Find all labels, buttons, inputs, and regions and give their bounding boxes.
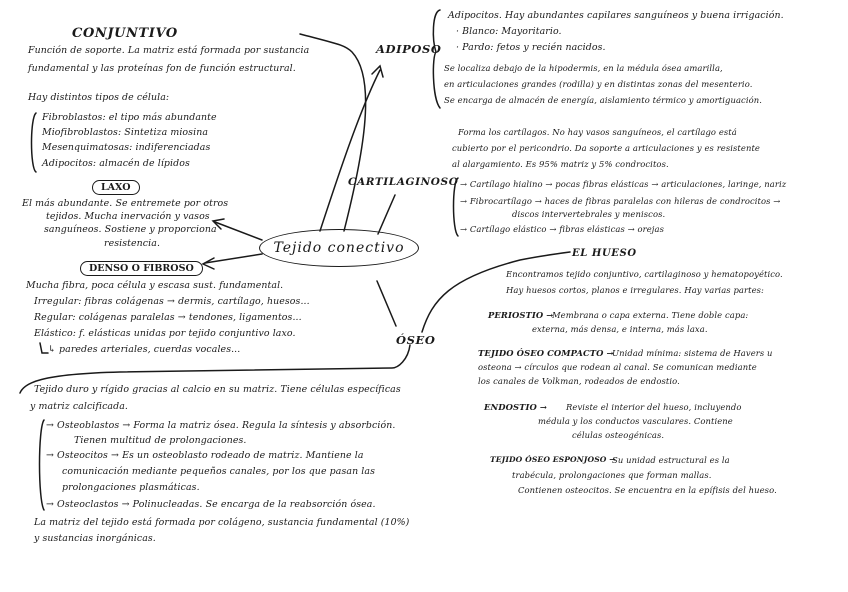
cartilaginoso-line-2: cubierto por el pericondrio. Da soporte a articulaciones y es resistente <box>452 143 760 153</box>
adiposo-line-3: · Pardo: fetos y recién nacidos. <box>456 42 606 53</box>
denso-line-1: Mucha fibra, poca célula y escasa sust. fundamental. <box>26 280 284 291</box>
laxo-label: LAXO <box>92 180 140 195</box>
conjuntivo-line-1: Función de soporte. La matriz está formada por sustancia <box>28 45 310 56</box>
bone-osteocitos-2: comunicación mediante pequeños canales, por los que pasan las <box>62 466 375 477</box>
bracket-cells <box>32 113 37 172</box>
esponjoso-line-1: Su unidad estructural es la <box>612 455 730 465</box>
oseo-line-1: Tejido duro y rígido gracias al calcio en su matriz. Tiene células específicas <box>34 384 401 395</box>
hueso-intro-1: Encontramos tejido conjuntivo, cartilaginoso y hematopoyético. <box>506 269 783 279</box>
line-to-oseo <box>377 281 396 326</box>
periostio-term: PERIOSTIO → <box>488 310 554 320</box>
cartilage-fibro-2: discos intervertebrales y meniscos. <box>512 209 666 219</box>
conjuntivo-line-2: fundamental y las proteínas fon de función estructural. <box>28 63 296 74</box>
cartilage-fibro: → Fibrocartílago → haces de fibras paralelas con hileras de condrocitos → <box>460 196 781 206</box>
denso-label: DENSO O FIBROSO <box>80 261 203 276</box>
denso-line-3: Regular: colágenas paralelas → tendones, ligamentos... <box>34 312 302 323</box>
cell-mesenquimatosas: Mesenquimatosas: indiferenciadas <box>42 142 211 153</box>
adiposo-line-6: Se encarga de almacén de energía, aislamiento térmico y amortiguación. <box>444 95 762 105</box>
compacto-line-2: osteona → círculos que rodean al canal. Se comunican mediante <box>478 362 757 372</box>
oseo-line-2: y matriz calcificada. <box>30 401 128 412</box>
denso-line-2: Irregular: fibras colágenas → dermis, cartílago, huesos... <box>34 296 310 307</box>
oseo-matrix-1: La matriz del tejido está formada por colágeno, sustancia fundamental (10%) <box>34 517 410 528</box>
cell-fibroblastos: Fibroblastos: el tipo más abundante <box>42 112 217 123</box>
line-to-conjuntivo <box>300 34 366 231</box>
periostio-line-2: externa, más densa, e interna, más laxa. <box>532 324 708 334</box>
bracket-bone-cells <box>40 420 45 510</box>
conjuntivo-line-3: Hay distintos tipos de célula: <box>28 92 170 103</box>
brace-adiposo <box>433 10 440 108</box>
cell-adipocitos: Adipocitos: almacén de lípidos <box>42 158 190 169</box>
cartilaginoso-title: CARTILAGINOSO <box>348 176 459 188</box>
oseo-matrix-2: y sustancias inorgánicas. <box>34 533 156 544</box>
endostio-line-1: Reviste el interior del hueso, incluyendo <box>566 402 742 412</box>
laxo-line-3: sanguíneos. Sostiene y proporciona <box>44 224 217 235</box>
cartilaginoso-line-1: Forma los cartílagos. No hay vasos sanguíneos, el cartílago está <box>458 127 737 137</box>
center-title: Tejido conectivo <box>273 240 405 256</box>
bone-osteoblastos: → Osteoblastos → Forma la matriz ósea. Regula la síntesis y absorbción. <box>46 420 396 431</box>
denso-line-5: ↳ paredes arteriales, cuerdas vocales... <box>48 344 241 355</box>
elastic-hook <box>40 343 48 353</box>
laxo-line-4: resistencia. <box>104 238 161 249</box>
compacto-line-3: los canales de Volkman, rodeados de endostio. <box>478 376 680 386</box>
adiposo-title: ADIPOSO <box>376 42 442 56</box>
esponjoso-line-3: Contienen osteocitos. Se encuentra en la epífisis del hueso. <box>518 485 777 495</box>
compacto-term: TEJIDO ÓSEO COMPACTO → <box>478 348 614 358</box>
conjuntivo-title: CONJUNTIVO <box>72 26 178 41</box>
cartilage-hialino: → Cartílago hialino → pocas fibras elásticas → articulaciones, laringe, nariz <box>460 179 787 189</box>
endostio-term: ENDOSTIO → <box>484 402 548 412</box>
arrow-to-denso <box>203 258 214 269</box>
bone-osteoblastos-2: Tienen multitud de prolongaciones. <box>74 435 247 446</box>
bone-osteocitos-3: prolongaciones plasmáticas. <box>62 482 200 493</box>
esponjoso-line-2: trabécula, prolongaciones que forman mallas. <box>512 470 712 480</box>
adiposo-line-4: Se localiza debajo de la hipodermis, en la médula ósea amarilla, <box>444 63 723 73</box>
laxo-line-2: tejidos. Mucha inervación y vasos <box>46 211 210 222</box>
oseo-title: ÓSEO <box>396 333 436 347</box>
hueso-intro-2: Hay huesos cortos, planos e irregulares. Hay varias partes: <box>506 285 764 295</box>
bone-osteoclastos: → Osteoclastos → Polinucleadas. Se encarga de la reabsorción ósea. <box>46 499 376 510</box>
cartilage-elastico: → Cartílago elástico → fibras elásticas → orejas <box>460 224 664 234</box>
line-to-laxo <box>215 222 262 240</box>
adiposo-line-2: · Blanco: Mayoritario. <box>456 26 562 37</box>
periostio-line-1: Membrana o capa externa. Tiene doble capa: <box>552 310 749 320</box>
adiposo-line-5: en articulaciones grandes (rodilla) y en distintas zonas del mesenterio. <box>444 79 753 89</box>
laxo-line-1: El más abundante. Se entremete por otros <box>22 198 229 209</box>
cell-miofibroblastos: Miofibroblastos: Sintetiza miosina <box>42 127 209 138</box>
denso-line-4: Elástico: f. elásticas unidas por tejido conjuntivo laxo. <box>34 328 296 339</box>
hueso-title: EL HUESO <box>572 248 637 259</box>
bone-osteocitos: → Osteocitos → Es un osteoblasto rodeado de matriz. Mantiene la <box>46 450 364 461</box>
compacto-line-1: Unidad mínima: sistema de Havers u <box>612 348 773 358</box>
cartilaginoso-line-3: al alargamiento. Es 95% matriz y 5% condrocitos. <box>452 159 669 169</box>
endostio-line-3: células osteogénicas. <box>572 430 665 440</box>
line-to-cartilaginoso <box>378 195 395 234</box>
endostio-line-2: médula y los conductos vasculares. Contiene <box>538 416 733 426</box>
adiposo-line-1: Adipocitos. Hay abundantes capilares sanguíneos y buena irrigación. <box>448 10 784 21</box>
esponjoso-term: TEJIDO ÓSEO ESPONJOSO → <box>490 455 616 464</box>
center-node <box>259 229 419 267</box>
